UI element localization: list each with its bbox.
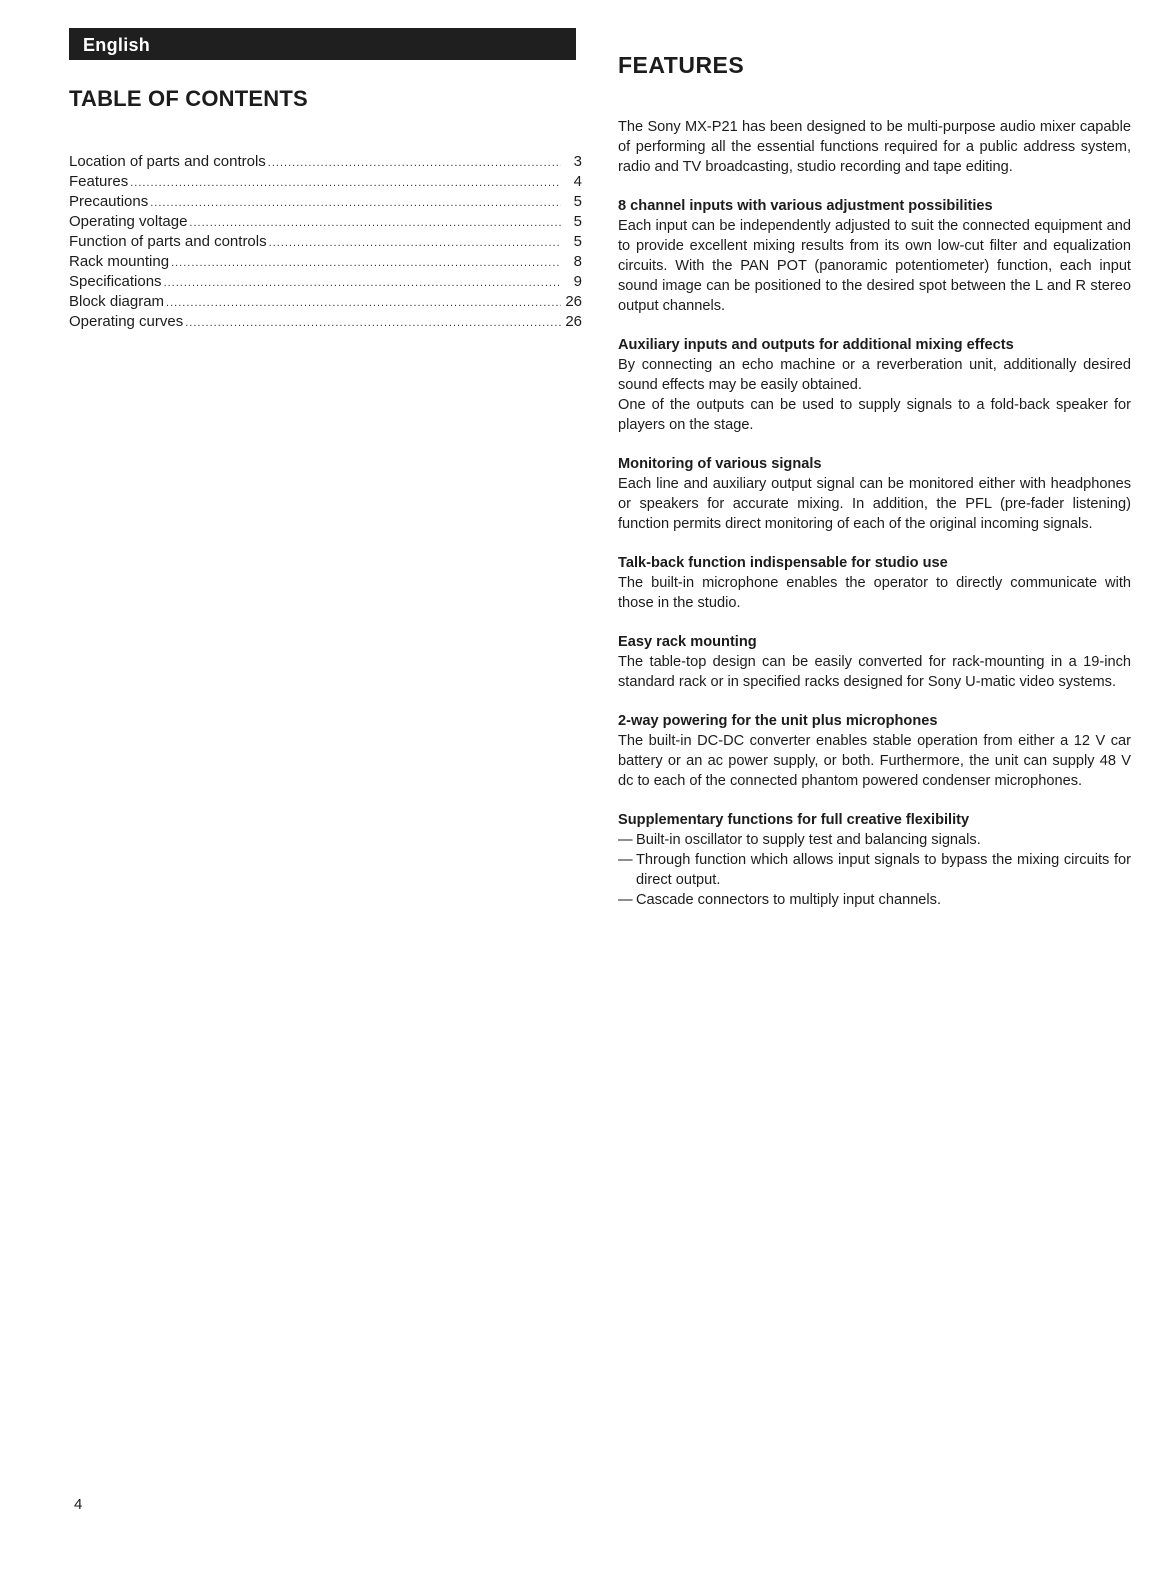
toc-entry-label: Function of parts and controls (69, 233, 267, 250)
supplementary-item (618, 890, 1131, 910)
toc-entry (69, 152, 582, 172)
toc-entry-page: 5 (573, 233, 582, 250)
toc-entry-label: Operating voltage (69, 213, 188, 230)
toc-entry-label: Specifications (69, 273, 162, 290)
toc-entry (69, 232, 582, 252)
toc-title: TABLE OF CONTENTS (69, 86, 308, 111)
feature-section-heading: Supplementary functions for full creative flexibility (618, 812, 970, 828)
feature-section (618, 711, 1131, 791)
toc-dot-leader (164, 273, 561, 292)
toc-entry-page: 26 (565, 313, 582, 330)
toc-entry (69, 172, 582, 192)
feature-section-text: The built-in DC-DC converter enables stable operation from either a 12 V car battery or an ac power supply, or both. Furthermore, the unit can supply 48 V dc to each of the connected phantom powered condenser microphones. (618, 733, 1131, 789)
dash-bullet: — (618, 892, 633, 908)
feature-section-heading: Talk-back function indispensable for studio use (618, 555, 948, 571)
feature-section-text: One of the outputs can be used to supply signals to a fold-back speaker for players on the stage. (618, 397, 1131, 433)
toc-entry (69, 292, 582, 312)
feature-section-text: The table-top design can be easily converted for rack-mounting in a 19-inch standard rack or in specified racks designed for Sony U-matic video systems. (618, 654, 1131, 690)
toc-entry-label: Operating curves (69, 313, 184, 330)
toc-entry-label: Precautions (69, 193, 149, 210)
feature-section-heading: Auxiliary inputs and outputs for additional mixing effects (618, 337, 1014, 353)
toc-entry-label: Features (69, 173, 129, 190)
supplementary-item-text: Cascade connectors to multiply input channels. (636, 892, 942, 908)
feature-section (618, 632, 1131, 692)
feature-section (618, 454, 1131, 534)
feature-section-heading: Monitoring of various signals (618, 456, 822, 472)
toc-dot-leader (130, 173, 561, 192)
feature-section-heading: 8 channel inputs with various adjustment possibilities (618, 198, 993, 214)
feature-section-text: Each line and auxiliary output signal can be monitored either with headphones or speakers for accurate mixing. In addition, the PFL (pre-fader listening) function permits direct monitoring of each of the original incoming signals. (618, 476, 1131, 532)
feature-section-text: By connecting an echo machine or a reverberation unit, additionally desired sound effects may be easily obtained. (618, 357, 1131, 393)
toc-entry (69, 312, 582, 332)
feature-section (618, 196, 1131, 316)
feature-section (618, 553, 1131, 613)
toc-entry-page: 26 (565, 293, 582, 310)
supplementary-item (618, 850, 1131, 890)
toc-dot-leader (269, 233, 561, 252)
dash-bullet: — (618, 832, 633, 848)
features-title: FEATURES (618, 52, 745, 78)
toc-entry (69, 192, 582, 212)
supplementary-list (618, 830, 1131, 910)
toc-entry (69, 212, 582, 232)
features-body (618, 117, 1131, 929)
feature-section-text: Each input can be independently adjusted to suit the connected equipment and to provide excellent mixing results from its own low-cut filter and equalization circuits. With the PAN POT (panoramic potentiometer) function, each input sound image can be positioned to the desired spot between the L and R stereo output channels. (618, 218, 1131, 314)
feature-section-text: The built-in microphone enables the operator to directly communicate with those in the studio. (618, 575, 1131, 611)
toc-list (69, 152, 582, 332)
toc-dot-leader (185, 313, 561, 332)
supplementary-item-text: Built-in oscillator to supply test and balancing signals. (636, 832, 981, 848)
toc-dot-leader (171, 253, 561, 272)
feature-section (618, 335, 1131, 435)
supplementary-item (618, 830, 1131, 850)
features-intro: The Sony MX-P21 has been designed to be multi-purpose audio mixer capable of performing all the essential functions required for a public address system, radio and TV broadcasting, studio recording and tape editing. (618, 119, 1131, 175)
toc-entry-page: 4 (573, 173, 582, 190)
toc-entry (69, 272, 582, 292)
toc-entry-page: 9 (573, 273, 582, 290)
page-number: 4 (74, 1496, 83, 1513)
dash-bullet: — (618, 852, 633, 868)
toc-entry-page: 5 (573, 193, 582, 210)
toc-entry-label: Block diagram (69, 293, 165, 310)
toc-entry-page: 8 (573, 253, 582, 270)
toc-entry-page: 3 (573, 153, 582, 170)
toc-dot-leader (268, 153, 561, 172)
language-tab: English (69, 28, 576, 60)
toc-entry (69, 252, 582, 272)
supplementary-item-text: Through function which allows input signals to bypass the mixing circuits for direct output. (636, 852, 1131, 888)
feature-section-supplementary (618, 810, 1131, 910)
toc-dot-leader (166, 293, 561, 312)
feature-section-heading: 2-way powering for the unit plus microphones (618, 713, 938, 729)
toc-entry-page: 5 (573, 213, 582, 230)
toc-entry-label: Location of parts and controls (69, 153, 266, 170)
toc-dot-leader (150, 193, 561, 212)
toc-dot-leader (189, 213, 561, 232)
feature-section-heading: Easy rack mounting (618, 634, 757, 650)
toc-entry-label: Rack mounting (69, 253, 170, 270)
